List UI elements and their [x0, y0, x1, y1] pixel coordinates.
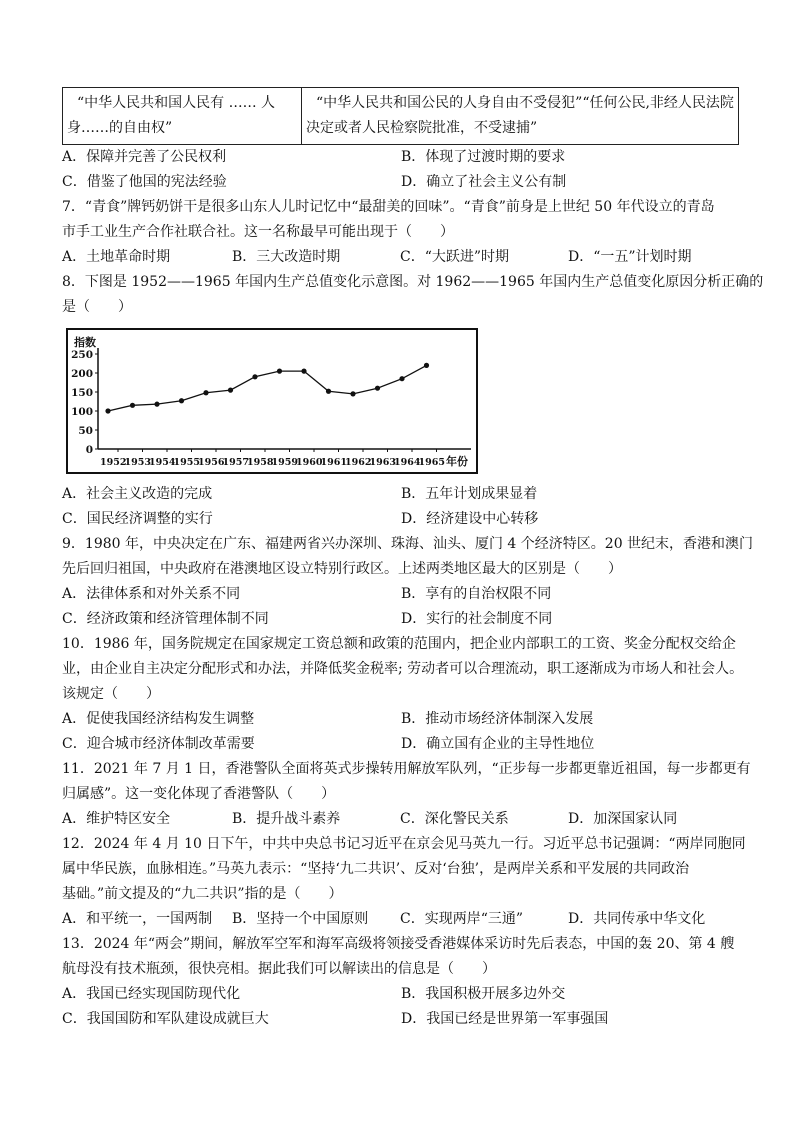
option-a[interactable]: A．和平统一，一国两制	[62, 911, 213, 927]
option-b[interactable]: B．三大改造时期	[232, 249, 341, 265]
option-d[interactable]: D．实行的社会制度不同	[401, 611, 553, 627]
x-axis-label: 年份	[446, 455, 468, 468]
y-tick-label: 0	[85, 444, 93, 456]
question-text: 8．下图是 1952——1965 年国内生产总值变化示意图。对 1962——1965 年国内生产总值变化原因分析正确的	[62, 274, 764, 290]
question-text: 9．1980 年，中央决定在广东、福建两省兴办深圳、珠海、汕头、厦门 4 个经济特区。20 世纪末，香港和澳门	[62, 536, 754, 552]
option-c[interactable]: C．借鉴了他国的宪法经验	[62, 174, 227, 190]
data-point	[154, 402, 159, 407]
question-6-options	[62, 145, 740, 195]
x-tick-label: 1952	[100, 457, 127, 468]
question-text: 7．“青食”牌钙奶饼干是很多山东人儿时记忆中“最甜美的回味”。“青食”前身是上世纪 50 年代设立的青岛	[62, 199, 715, 215]
option-b[interactable]: B．我国积极开展多边外交	[401, 986, 566, 1002]
x-tick-label: 1965	[418, 457, 445, 468]
data-point	[179, 398, 184, 403]
option-b[interactable]: B．推动市场经济体制深入发展	[401, 711, 594, 727]
option-a[interactable]: A．社会主义改造的完成	[62, 486, 213, 502]
x-tick-label: 1958	[247, 457, 274, 468]
data-point	[301, 369, 306, 374]
question-text: 13．2024 年“两会”期间，解放军空军和海军高级将领接受香港媒体采访时先后表态，中国的轰 20、第 4 艘	[62, 936, 735, 952]
table-row	[63, 88, 739, 145]
data-point	[203, 390, 208, 395]
question-text: 航母没有技术瓶颈，很快亮相。据此我们可以解读出的信息是（ ）	[62, 961, 496, 977]
option-d[interactable]: D．经济建设中心转移	[401, 511, 539, 527]
option-b[interactable]: B．五年计划成果显着	[401, 486, 538, 502]
y-axis-label: 指数	[74, 336, 96, 349]
option-c[interactable]: C．“大跃进”时期	[400, 249, 510, 265]
option-d[interactable]: D．确立了社会主义公有制	[401, 174, 567, 190]
x-tick-label: 1961	[320, 457, 347, 468]
option-a[interactable]: A．法律体系和对外关系不同	[62, 586, 241, 602]
question-text: 该规定（ ）	[62, 686, 160, 702]
question-text: 先后回归祖国，中央政府在港澳地区设立特别行政区。上述两类地区最大的区别是（ ）	[62, 561, 622, 577]
y-tick-label: 100	[71, 406, 93, 418]
option-a[interactable]: A．促使我国经济结构发生调整	[62, 711, 255, 727]
question-text: 业，由企业自主决定分配形式和办法，并降低奖金税率; 劳动者可以合理流动，职工逐渐成为市场人和社会人。	[62, 661, 744, 677]
option-d[interactable]: D．共同传承中华文化	[568, 911, 706, 927]
question-text: 10．1986 年，国务院规定在国家规定工资总额和政策的范围内，把企业内部职工的工资、奖金分配权交给企	[62, 636, 736, 652]
chart-frame	[67, 329, 477, 473]
x-tick-label: 1954	[149, 457, 176, 468]
option-c[interactable]: C．迎合城市经济体制改革需要	[62, 736, 255, 752]
question-7	[62, 195, 740, 270]
question-text: 基础。”前文提及的“九二共识”指的是（ ）	[62, 886, 343, 902]
question-9	[62, 532, 754, 632]
x-tick-label: 1953	[124, 457, 151, 468]
question-text: 归属感”。这一变化体现了香港警队（ ）	[62, 786, 336, 802]
option-d[interactable]: D．“一五”计划时期	[568, 249, 692, 265]
data-point	[350, 391, 355, 396]
x-tick-label: 1955	[173, 457, 200, 468]
x-tick-label: 1956	[198, 457, 225, 468]
question-text: 市手工业生产合作社联合社。这一名称最早可能出现于（ ）	[62, 224, 454, 240]
data-point	[130, 403, 135, 408]
data-point	[424, 363, 429, 368]
option-c[interactable]: C．我国国防和军队建设成就巨大	[62, 1011, 269, 1027]
option-b[interactable]: B．坚持一个中国原则	[232, 911, 369, 927]
option-d[interactable]: D．加深国家认同	[568, 811, 678, 827]
question-text: 11．2021 年 7 月 1 日，香港警队全面将英式步操转用解放军队列，“正步每一步都更靠近祖国，每一步都更有	[62, 761, 751, 777]
data-point	[326, 389, 331, 394]
option-c[interactable]: C．经济政策和经济管理体制不同	[62, 611, 269, 627]
option-b[interactable]: B．提升战斗素养	[232, 811, 341, 827]
y-tick-label: 200	[71, 368, 93, 380]
y-tick-label: 150	[71, 387, 93, 399]
option-a[interactable]: A．维护特区安全	[62, 811, 171, 827]
option-b[interactable]: B．享有的自治权限不同	[401, 586, 552, 602]
question-text: 12．2024 年 4 月 10 日下午，中共中央总书记习近平在京会见马英九一行。习近平总书记强调：“两岸同胞同	[62, 836, 746, 852]
table-cell-left: “中华人民共和国人民有 …… 人身……的自由权”	[63, 88, 302, 145]
data-point	[228, 388, 233, 393]
exam-page	[62, 87, 764, 1032]
data-point	[375, 386, 380, 391]
option-a[interactable]: A．土地革命时期	[62, 249, 171, 265]
question-text: 属中华民族，血脉相连。”马英九表示：“坚持‘九二共识’、反对‘台独’，是两岸关系和平发展的共同政治	[62, 861, 690, 877]
table-cell-right: “中华人民共和国公民的人身自由不受侵犯”“任何公民,非经人民法院决定或者人民检察院批准，不受逮捕”	[302, 88, 739, 145]
option-a[interactable]: A．保障并完善了公民权利	[62, 149, 227, 165]
x-tick-label: 1959	[271, 457, 298, 468]
data-point	[277, 369, 282, 374]
gdp-line-chart	[66, 328, 478, 474]
x-tick-label: 1960	[296, 457, 323, 468]
question-10	[62, 632, 744, 757]
data-point	[105, 408, 110, 413]
x-tick-label: 1964	[394, 457, 421, 468]
question-8	[62, 270, 764, 532]
gdp-chart	[66, 328, 478, 474]
question-text: 是（ ）	[62, 299, 132, 315]
option-d[interactable]: D．确立国有企业的主导性地位	[401, 736, 595, 752]
data-point	[252, 374, 257, 379]
y-tick-label: 250	[71, 349, 93, 361]
x-tick-label: 1963	[369, 457, 396, 468]
question-12	[62, 832, 746, 932]
y-tick-label: 50	[78, 425, 93, 437]
question-13	[62, 932, 740, 1032]
option-d[interactable]: D．我国已经是世界第一军事强国	[401, 1011, 609, 1027]
option-a[interactable]: A．我国已经实现国防现代化	[62, 986, 241, 1002]
option-c[interactable]: C．国民经济调整的实行	[62, 511, 213, 527]
option-c[interactable]: C．实现两岸“三通”	[400, 911, 524, 927]
x-tick-label: 1962	[345, 457, 372, 468]
data-point	[399, 376, 404, 381]
x-tick-label: 1957	[222, 457, 249, 468]
option-c[interactable]: C．深化警民关系	[400, 811, 509, 827]
question-11	[62, 757, 751, 832]
constitution-comparison-table	[62, 87, 739, 145]
option-b[interactable]: B．体现了过渡时期的要求	[401, 149, 566, 165]
